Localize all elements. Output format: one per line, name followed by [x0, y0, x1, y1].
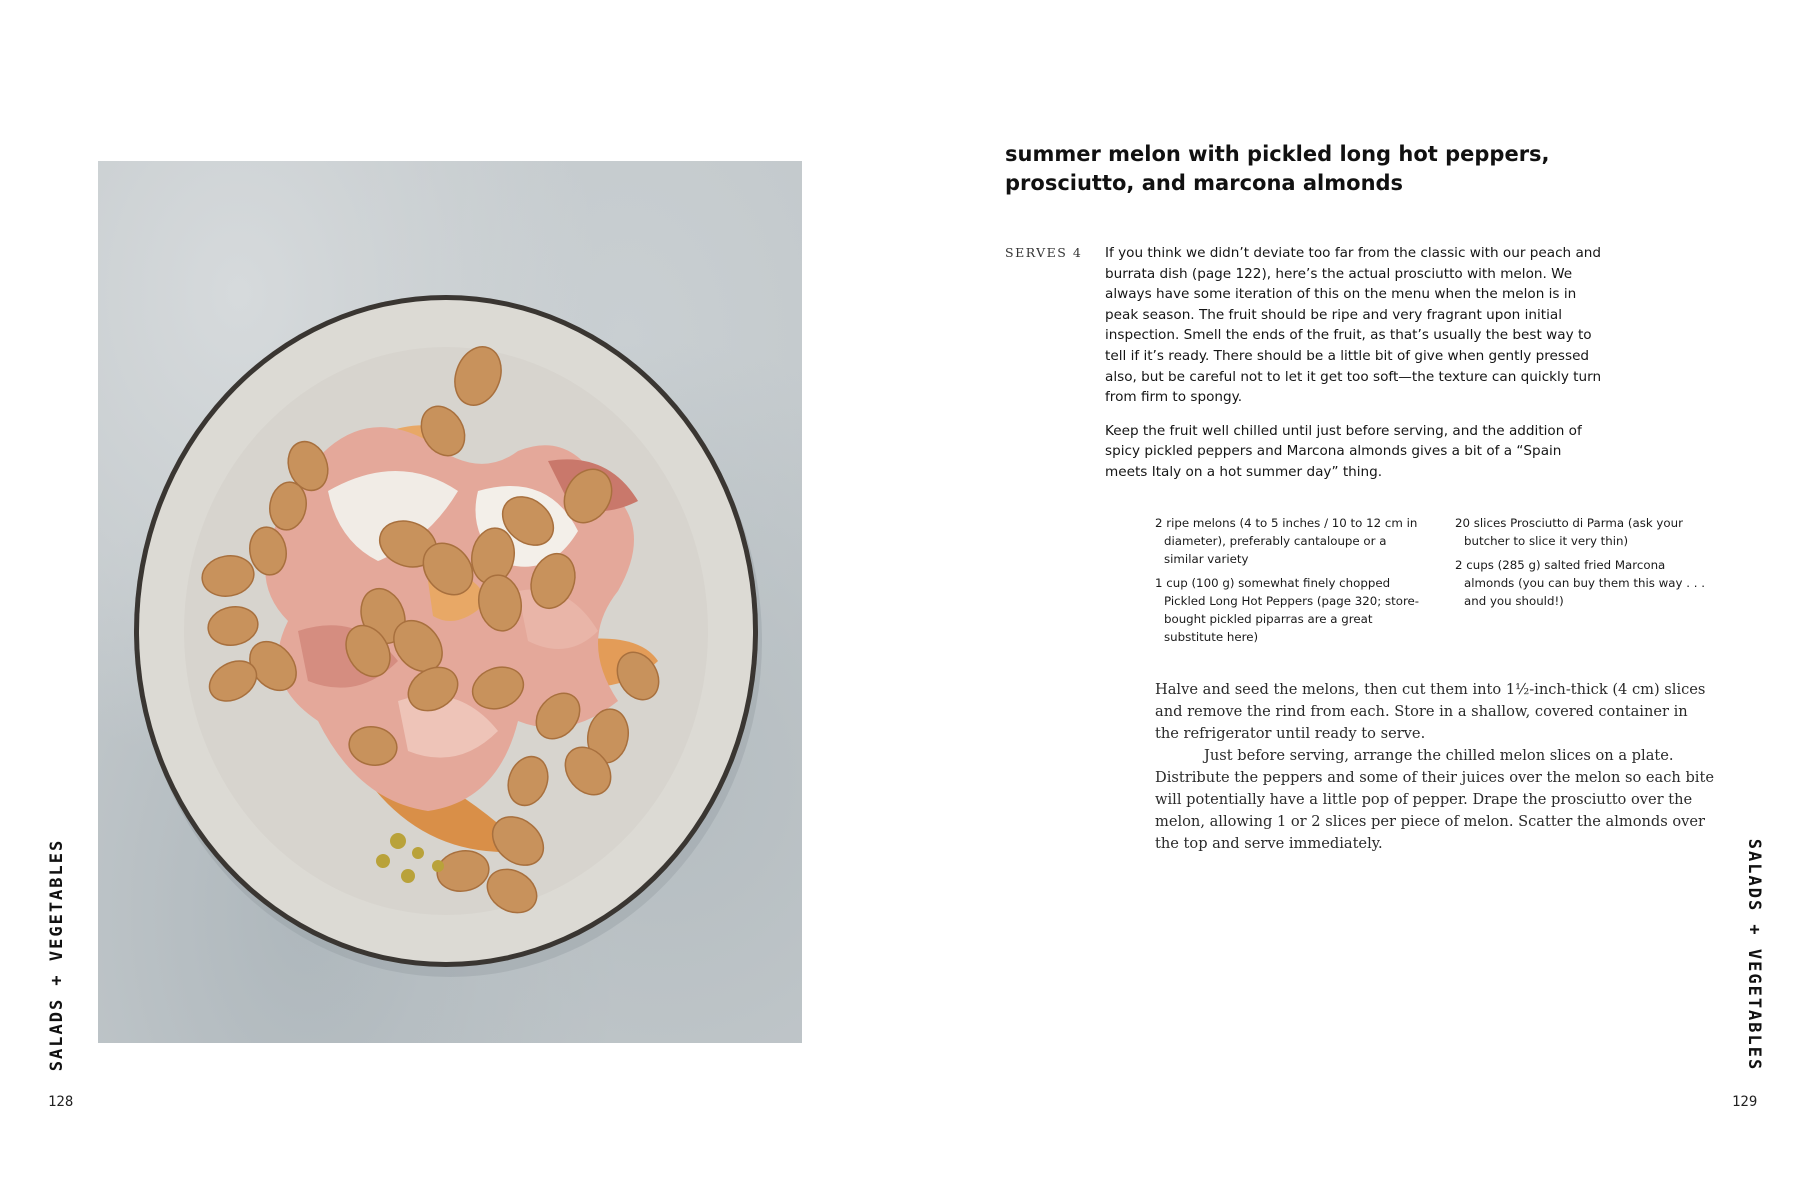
recipe-title — [1005, 140, 1565, 198]
ingredient-item: 1 cup (100 g) somewhat finely chopped Pickled Long Hot Peppers (page 320; store-bought pickled piparras are a great substitute here) — [1155, 576, 1420, 644]
recipe-title-line1: summer melon with pickled long hot peppers, — [1005, 142, 1550, 166]
ingredient-item: 2 cups (285 g) salted fried Marcona almonds (you can buy them this way . . . and you should!) — [1455, 558, 1705, 608]
method-paragraph: Just before serving, arrange the chilled melon slices on a plate. Distribute the peppers and some of their juices over the melon so each bite will potentially have a little pop of pepper. Drape the prosciutto over the melon, allowing 1 or 2 slices per piece of melon. Scatter the almonds over the top and serve immediately. — [1155, 747, 1714, 852]
section-tab-left: SALADS + VEGETABLES — [47, 838, 67, 1072]
ingredient-column-2 — [1455, 514, 1705, 652]
plate-of-melon-prosciutto-almonds-photo — [98, 161, 802, 1043]
serves-label: SERVES 4 — [1005, 245, 1083, 260]
ingredient-list — [1155, 514, 1715, 652]
food-photo — [98, 161, 802, 1043]
recipe-title-line2: prosciutto, and marcona almonds — [1005, 171, 1404, 195]
recipe-method — [1155, 679, 1715, 855]
ingredient-item: 2 ripe melons (4 to 5 inches / 10 to 12 cm in diameter), preferably cantaloupe or a similar variety — [1155, 516, 1418, 566]
ingredient-column-1 — [1155, 514, 1425, 652]
recipe-intro — [1105, 243, 1605, 496]
section-tab-right: SALADS + VEGETABLES — [1744, 838, 1764, 1072]
intro-paragraph: Keep the fruit well chilled until just before serving, and the addition of spicy pickled peppers and Marcona almonds gives a bit of a “Spain meets Italy on a hot summer day” thing. — [1105, 422, 1582, 480]
method-paragraph: Halve and seed the melons, then cut them into 1½-inch-thick (4 cm) slices and remove the rind from each. Store in a shallow, covered container in the refrigerator until ready to serve. — [1155, 681, 1706, 742]
page-number-right: 129 — [1732, 1094, 1758, 1110]
ingredient-item: 20 slices Prosciutto di Parma (ask your butcher to slice it very thin) — [1455, 516, 1683, 548]
intro-paragraph: If you think we didn’t deviate too far from the classic with our peach and burrata dish (page 122), here’s the actual prosciutto with melon. We always have some iteration of this on the menu when the melon is in peak season. The fruit should be ripe and very fragrant upon initial inspection. Smell the ends of the fruit, as that’s usually the best way to tell if it’s ready. There should be a little bit of give when gently pressed also, but be careful not to let it get too soft—the texture can quickly turn from firm to spongy. — [1105, 245, 1602, 406]
page-number-left: 128 — [48, 1094, 74, 1110]
